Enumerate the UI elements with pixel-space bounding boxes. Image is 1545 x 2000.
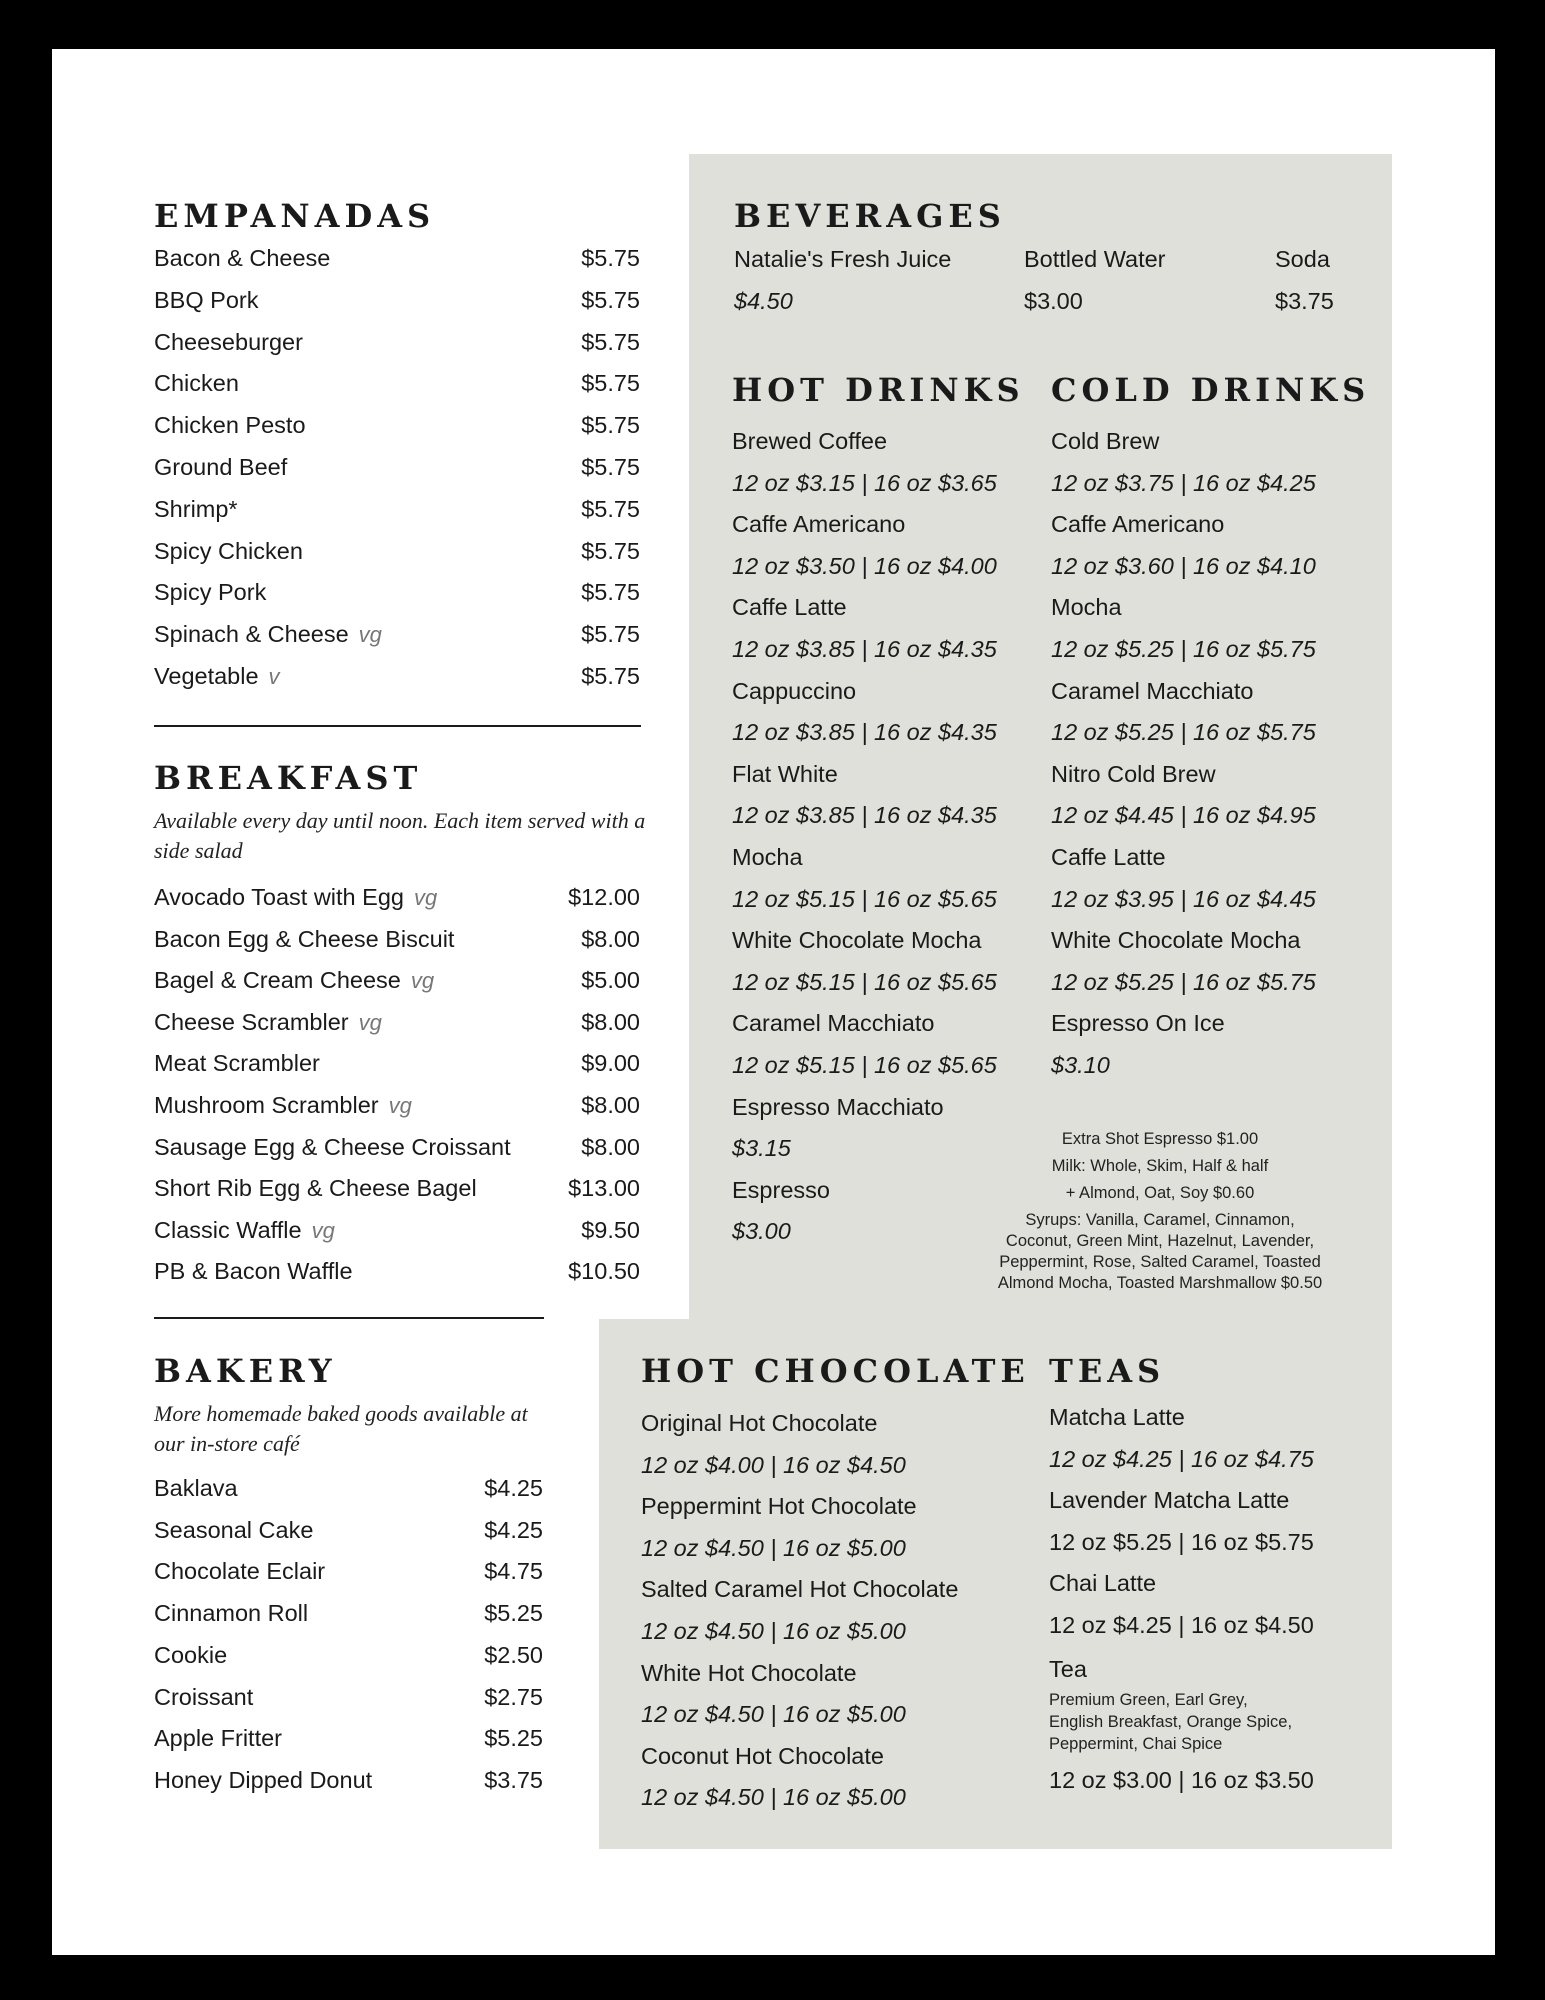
- tea-varieties: Premium Green, Earl Grey,: [1049, 1691, 1248, 1709]
- item-name: Croissant: [154, 1683, 254, 1710]
- drink-price: 12 oz $3.95 | 16 oz $4.45: [1051, 885, 1316, 912]
- menu-item: [154, 1759, 543, 1801]
- menu-item: [154, 321, 640, 363]
- add-on-line: Coconut, Green Mint, Hazelnut, Lavender,: [1005, 1232, 1315, 1250]
- item-name: Classic Waffle: [154, 1216, 302, 1243]
- item-name: Honey Dipped Donut: [154, 1766, 373, 1793]
- menu-item: [154, 918, 640, 960]
- menu-item: [154, 1167, 640, 1209]
- add-on-line: Syrups: Vanilla, Caramel, Cinnamon,: [1025, 1211, 1295, 1229]
- drink-name: Flat White: [732, 760, 838, 787]
- menu-item: [154, 1634, 543, 1676]
- add-on-line: Extra Shot Espresso $1.00: [1061, 1130, 1259, 1148]
- item-price: $5.75: [581, 245, 640, 271]
- item-name: Chocolate Eclair: [154, 1558, 326, 1585]
- item-name: Avocado Toast with Egg: [154, 884, 404, 910]
- drink-name: Mocha: [732, 844, 803, 870]
- beverage-name: Natalie's Fresh Juice: [734, 246, 952, 272]
- drink-name: Cold Brew: [1051, 428, 1160, 454]
- drink-name: Caffe Latte: [732, 594, 847, 621]
- item-price: $9.50: [581, 1216, 640, 1243]
- tea-price: 12 oz $3.00 | 16 oz $3.50: [1049, 1767, 1314, 1793]
- item-price: $5.75: [581, 621, 640, 648]
- dietary-tag: vg: [358, 622, 382, 648]
- item-price: $5.75: [581, 286, 640, 313]
- drink-name: Lavender Matcha Latte: [1049, 1487, 1290, 1514]
- item-price: $8.00: [581, 1133, 640, 1160]
- beverages-title: BEVERAGES: [734, 197, 1006, 235]
- menu-item: [154, 613, 640, 655]
- item-name: Meat Scrambler: [154, 1050, 320, 1077]
- item-price: $8.00: [581, 1008, 640, 1035]
- beverage-price: $3.75: [1275, 288, 1334, 314]
- drink-name: Caramel Macchiato: [732, 1010, 935, 1037]
- item-price: $5.25: [484, 1725, 543, 1752]
- menu-item: [154, 959, 640, 1001]
- add-on-line: Almond Mocha, Toasted Marshmallow $0.50: [997, 1274, 1323, 1292]
- drink-name: Espresso On Ice: [1051, 1010, 1225, 1037]
- add-on-line: + Almond, Oat, Soy $0.60: [1065, 1184, 1255, 1202]
- menu-page: [52, 49, 1495, 1955]
- drink-name: Brewed Coffee: [732, 428, 888, 454]
- drink-price: 12 oz $3.85 | 16 oz $4.35: [732, 802, 997, 829]
- item-price: $3.75: [484, 1766, 543, 1793]
- drink-name: Matcha Latte: [1049, 1404, 1185, 1430]
- drink-price: 12 oz $3.50 | 16 oz $4.00: [732, 552, 997, 579]
- drink-name: Espresso: [732, 1176, 830, 1203]
- item-name: Spicy Chicken: [154, 537, 303, 564]
- menu-item: [154, 404, 640, 446]
- item-price: $8.00: [581, 1092, 640, 1118]
- menu-item: [154, 1042, 640, 1084]
- teas-title: TEAS: [1049, 1352, 1166, 1390]
- menu-item: [154, 362, 640, 404]
- drink-name: Cappuccino: [732, 677, 857, 704]
- item-name: Chicken: [154, 370, 239, 397]
- item-name: Cookie: [154, 1641, 228, 1668]
- item-name: Chicken Pesto: [154, 412, 306, 439]
- menu-item: [154, 279, 640, 321]
- dietary-tag: vg: [388, 1093, 412, 1118]
- drink-price: 12 oz $4.25 | 16 oz $4.50: [1049, 1612, 1314, 1638]
- drink-price: 12 oz $3.85 | 16 oz $4.35: [732, 636, 997, 662]
- menu-item: [154, 1126, 640, 1168]
- hot-chocolate-title: HOT CHOCOLATE: [641, 1352, 1030, 1390]
- item-name: Cheese Scrambler: [154, 1008, 349, 1035]
- dietary-tag: vg: [410, 968, 435, 994]
- drink-name: White Chocolate Mocha: [732, 927, 982, 954]
- item-name: Cheeseburger: [154, 328, 303, 355]
- drink-price: 12 oz $4.50 | 16 oz $5.00: [641, 1701, 906, 1728]
- item-price: $8.00: [581, 925, 640, 952]
- empanadas-title: EMPANADAS: [154, 197, 436, 235]
- item-price: $13.00: [568, 1175, 640, 1202]
- drink-price: $3.00: [732, 1218, 791, 1245]
- add-on-line: Peppermint, Rose, Salted Caramel, Toasted: [999, 1253, 1321, 1271]
- item-name: Cinnamon Roll: [154, 1600, 309, 1627]
- item-price: $2.75: [484, 1683, 543, 1710]
- item-price: $5.75: [581, 495, 640, 522]
- menu-item: [154, 1209, 640, 1251]
- drink-name: Coconut Hot Chocolate: [641, 1742, 884, 1769]
- item-price: $5.75: [581, 579, 640, 606]
- drink-name: Caffe Americano: [1051, 511, 1225, 538]
- add-on-line: Milk: Whole, Skim, Half & half: [1051, 1157, 1269, 1175]
- item-price: $5.75: [581, 370, 640, 397]
- dietary-tag: vg: [413, 885, 438, 910]
- item-name: Bacon Egg & Cheese Biscuit: [154, 925, 455, 952]
- item-name: Short Rib Egg & Cheese Bagel: [154, 1175, 477, 1202]
- drink-price: 12 oz $3.85 | 16 oz $4.35: [732, 719, 997, 746]
- menu-item: [154, 1509, 543, 1551]
- item-price: $5.75: [581, 412, 640, 439]
- drink-price: 12 oz $3.15 | 16 oz $3.65: [732, 469, 997, 496]
- breakfast-divider: [154, 1317, 544, 1319]
- item-name: BBQ Pork: [154, 286, 259, 313]
- menu-item: [154, 1250, 640, 1292]
- item-name: PB & Bacon Waffle: [154, 1258, 353, 1285]
- menu-item: [154, 1550, 543, 1592]
- item-name: Apple Fritter: [154, 1725, 282, 1752]
- item-price: $4.75: [484, 1558, 543, 1585]
- menu-item: [154, 1592, 543, 1634]
- beverage-price: $3.00: [1024, 288, 1083, 314]
- drink-name: Caramel Macchiato: [1051, 677, 1254, 704]
- item-price: $4.25: [484, 1475, 543, 1501]
- item-price: $10.50: [568, 1258, 640, 1285]
- drink-price: 12 oz $4.00 | 16 oz $4.50: [641, 1451, 906, 1478]
- drink-price: 12 oz $5.15 | 16 oz $5.65: [732, 1052, 997, 1078]
- drink-price: 12 oz $3.75 | 16 oz $4.25: [1051, 469, 1316, 496]
- item-price: $12.00: [568, 884, 640, 910]
- drink-price: 12 oz $4.50 | 16 oz $5.00: [641, 1784, 906, 1811]
- item-price: $5.75: [581, 454, 640, 480]
- item-name: Vegetable: [154, 663, 259, 689]
- drink-price: 12 oz $3.60 | 16 oz $4.10: [1051, 552, 1316, 579]
- menu-item: [154, 1001, 640, 1043]
- item-price: $9.00: [581, 1050, 640, 1077]
- dietary-tag: vg: [311, 1217, 335, 1243]
- drink-price: 12 oz $4.45 | 16 oz $4.95: [1051, 802, 1316, 829]
- drink-price: 12 oz $5.25 | 16 oz $5.75: [1051, 636, 1316, 662]
- item-name: Baklava: [154, 1475, 238, 1501]
- item-price: $5.75: [581, 537, 640, 564]
- drink-price: 12 oz $5.25 | 16 oz $5.75: [1051, 719, 1316, 746]
- item-price: $5.25: [484, 1600, 543, 1627]
- drink-price: 12 oz $4.25 | 16 oz $4.75: [1049, 1445, 1314, 1472]
- bakery-title: BAKERY: [154, 1352, 337, 1390]
- dietary-tag: vg: [358, 1009, 382, 1035]
- item-name: Seasonal Cake: [154, 1516, 314, 1543]
- drink-name: Caffe Latte: [1051, 844, 1166, 870]
- item-price: $4.25: [484, 1516, 543, 1543]
- menu-item: [154, 1717, 543, 1759]
- item-price: $5.00: [581, 967, 640, 994]
- item-price: $2.50: [484, 1641, 543, 1668]
- hot-drinks-title: HOT DRINKS: [732, 371, 1025, 409]
- cold-drinks-title: COLD DRINKS: [1051, 371, 1371, 409]
- menu-item: [154, 655, 640, 697]
- item-name: Spinach & Cheese: [154, 621, 349, 648]
- menu-item: [154, 1676, 543, 1718]
- drink-name: Peppermint Hot Chocolate: [641, 1493, 917, 1520]
- menu-item: [154, 1467, 543, 1509]
- item-name: Ground Beef: [154, 454, 288, 480]
- item-price: $5.75: [581, 328, 640, 355]
- drink-name: Caffe Americano: [732, 511, 906, 538]
- drink-name: Chai Latte: [1049, 1570, 1157, 1597]
- beverage-name: Soda: [1275, 246, 1330, 272]
- drink-price: $3.10: [1051, 1052, 1110, 1078]
- drink-price: 12 oz $5.25 | 16 oz $5.75: [1051, 968, 1316, 995]
- menu-item: [154, 1084, 640, 1126]
- drink-name: Espresso Macchiato: [732, 1093, 944, 1120]
- drink-name: Nitro Cold Brew: [1051, 760, 1216, 787]
- menu-item: [154, 488, 640, 530]
- menu-item: [154, 237, 640, 279]
- menu-item: [154, 571, 640, 613]
- tea-name: Tea: [1049, 1656, 1087, 1682]
- dietary-tag: v: [268, 664, 280, 689]
- drink-name: Mocha: [1051, 594, 1122, 621]
- drink-name: White Hot Chocolate: [641, 1659, 857, 1686]
- item-name: Spicy Pork: [154, 579, 267, 606]
- tea-varieties: English Breakfast, Orange Spice,: [1049, 1713, 1293, 1731]
- bakery-note: More homemade baked goods available at our in-store café: [154, 1401, 528, 1456]
- empanadas-divider: [154, 725, 641, 727]
- menu-item: [154, 446, 640, 488]
- item-name: Mushroom Scrambler: [154, 1092, 379, 1118]
- item-name: Shrimp*: [154, 495, 238, 522]
- item-name: Sausage Egg & Cheese Croissant: [154, 1133, 511, 1160]
- drink-name: Original Hot Chocolate: [641, 1410, 878, 1436]
- breakfast-title: BREAKFAST: [154, 759, 423, 797]
- breakfast-note: Available every day until noon. Each item served with a side salad: [154, 808, 646, 863]
- item-name: Bagel & Cream Cheese: [154, 967, 401, 994]
- tea-varieties: Peppermint, Chai Spice: [1049, 1735, 1223, 1753]
- beverage-price: $4.50: [734, 288, 793, 314]
- menu-item: [154, 876, 640, 918]
- beverage-name: Bottled Water: [1024, 246, 1166, 272]
- drink-price: 12 oz $5.15 | 16 oz $5.65: [732, 968, 997, 995]
- drink-name: Salted Caramel Hot Chocolate: [641, 1576, 959, 1603]
- drink-price: 12 oz $5.15 | 16 oz $5.65: [732, 885, 997, 912]
- item-price: $5.75: [581, 663, 640, 689]
- menu-item: [154, 530, 640, 572]
- drink-name: White Chocolate Mocha: [1051, 927, 1301, 954]
- drink-price: 12 oz $4.50 | 16 oz $5.00: [641, 1534, 906, 1561]
- drink-price: $3.15: [732, 1135, 791, 1162]
- item-name: Bacon & Cheese: [154, 245, 331, 271]
- drink-price: 12 oz $5.25 | 16 oz $5.75: [1049, 1528, 1314, 1555]
- drink-price: 12 oz $4.50 | 16 oz $5.00: [641, 1618, 906, 1644]
